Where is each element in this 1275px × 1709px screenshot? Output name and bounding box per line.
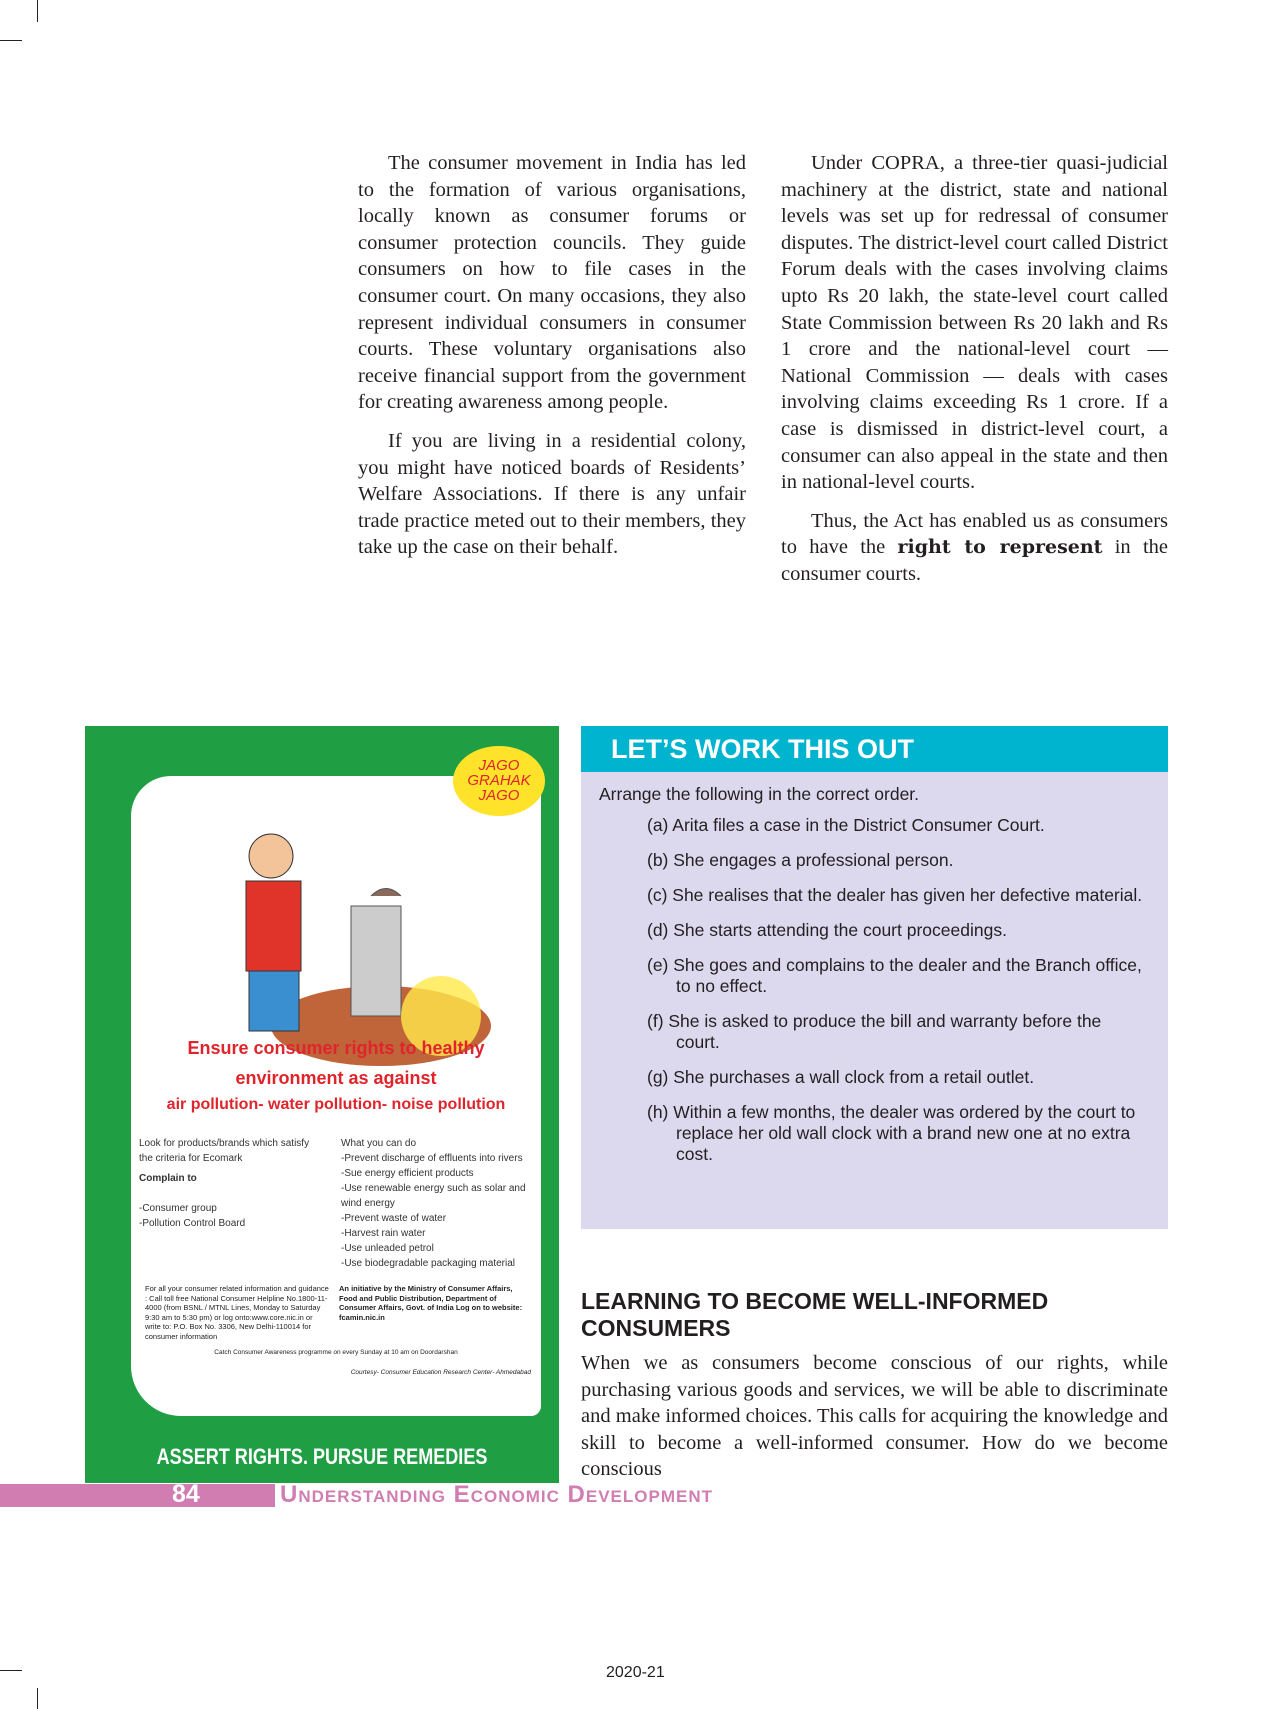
action-item: -Use unleaded petrol <box>341 1243 434 1254</box>
section-heading: LEARNING TO BECOME WELL-INFORMED CONSUMERS <box>581 1288 1049 1341</box>
activity-box <box>581 726 1168 1229</box>
headline-line: environment as against <box>235 1068 437 1088</box>
headline-line: Ensure consumer rights to healthy <box>187 1038 485 1058</box>
edition-year: 2020-21 <box>606 1664 665 1681</box>
list-item: (h) Within a few months, the dealer was ordered by the court to replace her old wall clock with a brand new one at no extra cost. <box>647 1102 1136 1164</box>
paragraph: Under COPRA, a three-tier quasi-judicial machinery at the district, state and national levels was set up for redressal of consumer disputes. The district-level court called District Forum deals with the cases involving claims upto Rs 20 lakh, the state-level court called State Commission between Rs 20 lakh and Rs 1 crore and the national-level court — National Commission — deals with cases involving claims exceeding Rs 1 crore. If a case is dismissed in district-level court, a consumer can also appeal in the state and then in national-level courts. <box>781 152 1168 494</box>
actions-list <box>341 1136 536 1271</box>
jago-grahak-jago-logo: JAGO GRAHAK JAGO <box>453 746 545 816</box>
list-item: (e) She goes and complains to the dealer and the Branch office, to no effect. <box>647 955 1142 996</box>
list-item: (c) She realises that the dealer has given her defective material. <box>647 885 1143 905</box>
actions-heading: What you can do <box>341 1138 417 1149</box>
list-item: (f) She is asked to produce the bill and warranty before the court. <box>647 1011 1102 1052</box>
page-number: 84 <box>172 1480 200 1508</box>
action-item: -Use renewable energy such as solar and wind energy <box>341 1183 526 1209</box>
consumer-rights-poster <box>85 726 559 1483</box>
action-item: -Use biodegradable packaging material <box>341 1258 515 1269</box>
crop-mark <box>0 40 22 41</box>
paragraph: If you are living in a residential colony, you might have noticed boards of Residents’ Welfare Associations. If there is any unfair trade practice meted out to their members, they take up the case on their behalf. <box>358 429 746 559</box>
complain-label: Complain to <box>139 1173 197 1184</box>
helpline-text: For all your consumer related information and guidance : Call toll free National Consumer Helpline No.1800-11-4000 (from BSNL / MTNL Lines, Monday to Saturday 9:30 am to 5:30 pm) or log onto:www.core.nic.in or write to: P.O. Box No. 3306, New Delhi-110014 for consumer information <box>145 1284 329 1341</box>
text: Thus, the Act has enabled us as consumers to have the <box>781 509 1168 559</box>
programme-text: Catch Consumer Awareness programme on every Sunday at 10 am on Doordarshan <box>214 1349 458 1356</box>
list-item: (g) She purchases a wall clock from a retail outlet. <box>647 1067 1035 1087</box>
list-item: (b) She engages a professional person. <box>647 850 954 870</box>
footer-bar <box>0 1484 275 1507</box>
complain-item: -Consumer group <box>139 1203 217 1214</box>
paragraph: The consumer movement in India has led to the formation of various organisations, locally known as consumer forums or consumer protection councils. They guide consumers on how to file cases in the consumer court. On many occasions, they also represent individual consumers in consumer courts. These voluntary organisations also receive financial support from the government for creating awareness among people. <box>358 152 746 414</box>
action-item: -Harvest rain water <box>341 1228 426 1239</box>
crop-mark <box>37 1688 38 1709</box>
learning-section <box>581 1288 1168 1483</box>
text: in the consumer courts. <box>781 536 1168 585</box>
bold-term: right to represent <box>897 536 1103 559</box>
paragraph <box>781 508 1168 588</box>
action-item: -Prevent discharge of effluents into rivers <box>341 1153 523 1164</box>
activity-list <box>647 815 1148 1165</box>
left-column <box>358 150 746 573</box>
courtesy-text: Courtesy- Consumer Education Research Center- Ahmedabad <box>350 1369 531 1376</box>
activity-title: LET’S WORK THIS OUT <box>581 726 1168 772</box>
ecomark-text: Look for products/brands which satisfy the criteria for Ecomark <box>139 1138 310 1164</box>
initiative-text: An initiative by the Ministry of Consumer Affairs, Food and Public Distribution, Department of Consumer Affairs, Govt. of India Log on to website: fcamin.nic.in <box>339 1284 523 1322</box>
action-item: -Sue energy efficient products <box>341 1168 474 1179</box>
right-column <box>781 150 1168 600</box>
list-item: (d) She starts attending the court proceedings. <box>647 920 1007 940</box>
complain-item: -Pollution Control Board <box>139 1218 246 1229</box>
list-item: (a) Arita files a case in the District Consumer Court. <box>647 815 1045 835</box>
poster-slogan: ASSERT RIGHTS. PURSUE REMEDIES <box>156 1444 488 1469</box>
crop-mark <box>0 1670 22 1671</box>
book-title: Understanding Economic Development <box>280 1481 713 1508</box>
activity-intro: Arrange the following in the correct order. <box>599 784 920 804</box>
section-text: When we as consumers become conscious of our rights, while purchasing various goods and services, we will be able to discriminate and make informed choices. This calls for acquiring the knowledge and skill to become a well-informed consumer. How do we become conscious <box>581 1352 1168 1481</box>
crop-mark <box>37 0 38 22</box>
headline-line: air pollution- water pollution- noise pollution <box>166 1096 506 1113</box>
poster-card <box>131 776 541 1416</box>
action-item: -Prevent waste of water <box>341 1213 447 1224</box>
